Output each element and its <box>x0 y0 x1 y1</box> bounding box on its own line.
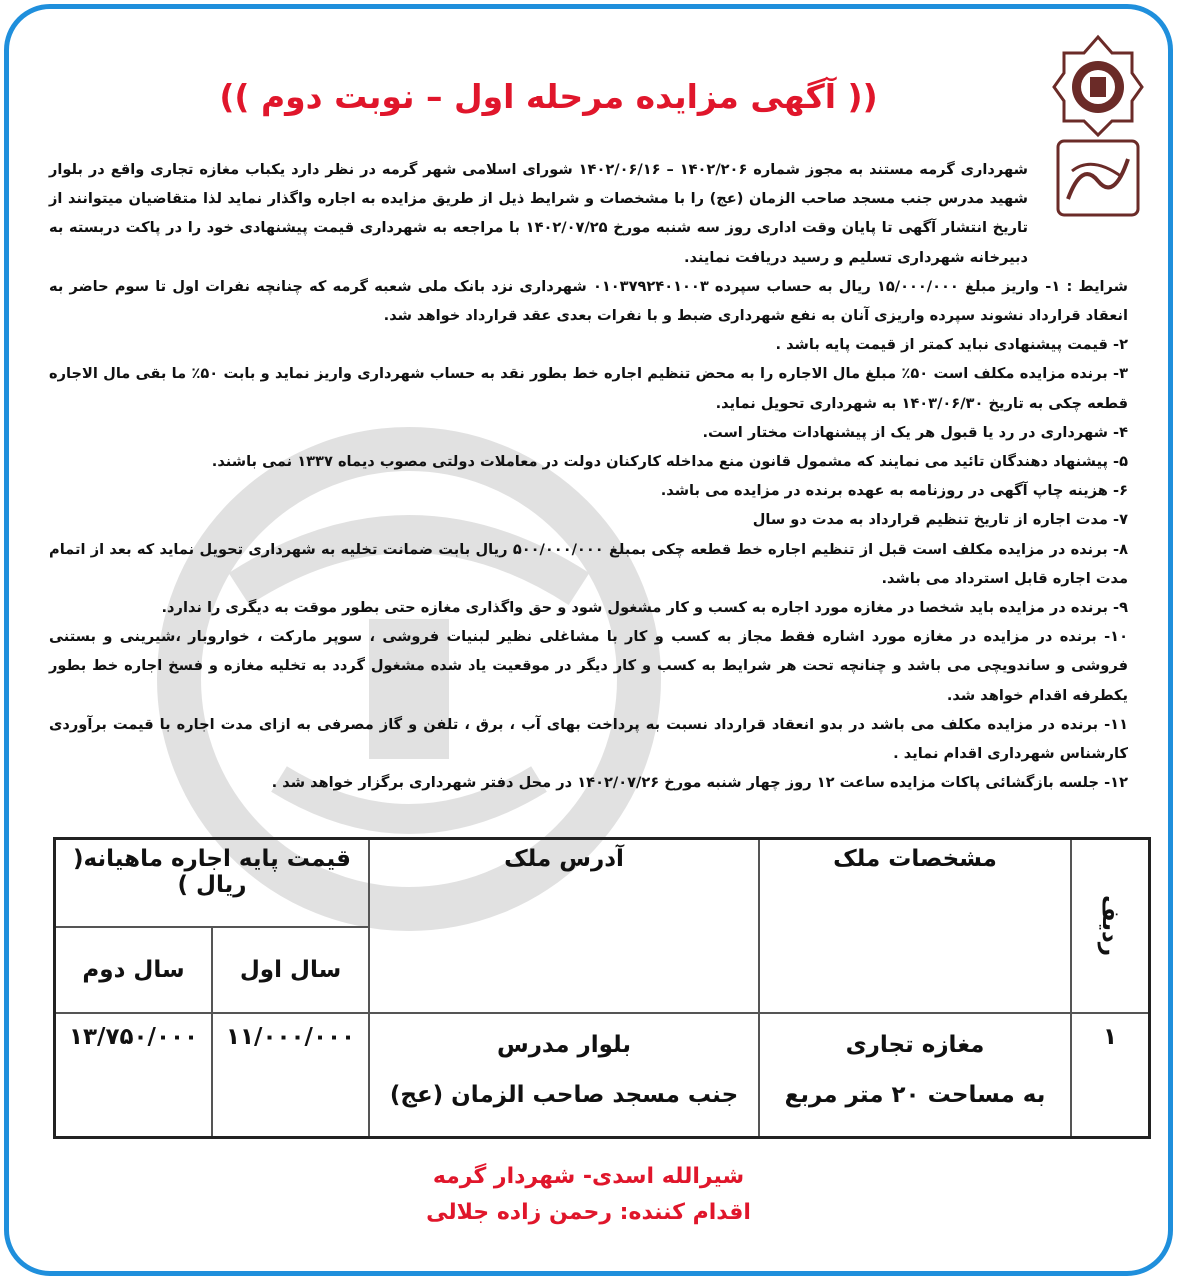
header-row-number: ردیف <box>1071 839 1150 1014</box>
notice-body <box>49 155 1128 797</box>
header-year2: سال دوم <box>55 927 213 1013</box>
condition-5: ۵- پیشنهاد دهندگان تائید می نمایند که مشمول قانون منع مداخله کارکنان دولت در معاملات دولتی مصوب دیماه ۱۳۳۷ نمی باشند. <box>211 453 1128 471</box>
row-spec <box>759 1013 1071 1138</box>
row-year2: ۱۳/۷۵۰/۰۰۰ <box>55 1013 213 1138</box>
header-price: قیمت پایه اجاره ماهیانه( ریال ) <box>55 839 370 928</box>
condition-2: ۲- قیمت پیشنهادی نباید کمتر از قیمت پایه باشد . <box>775 336 1128 354</box>
condition-1: شرایط : ۱- واریز مبلغ ۱۵/۰۰۰/۰۰۰ ریال به حساب سپرده ۰۱۰۳۷۹۲۴۰۱۰۰۳ شهرداری نزد بانک ملی شعبه گرمه که چنانچه نفرات اول تا سوم حاضر به انعقاد قرارداد نشوند سپرده واریزی آنان به نفع شهرداری ضبط و با نفرات بعدی عقد قرارداد خواهد شد. <box>49 277 1128 325</box>
row-spec-line2: به مساحت ۲۰ متر مربع <box>784 1082 1046 1108</box>
signature-agent: اقدام کننده: رحمن زاده جلالی <box>426 1200 751 1225</box>
condition-3: ۳- برنده مزایده مکلف است ۵۰٪ مبلغ مال الاجاره را به محض تنظیم اجاره خط بطور نقد به حساب شهرداری واریز نماید و بابت ۵۰٪ ما بقی مال الاجاره قطعه چکی به تاریخ ۱۴۰۳/۰۶/۳۰ به شهرداری تحویل نماید. <box>49 365 1128 412</box>
condition-10: ۱۰- برنده در مزایده در مغازه مورد اشاره فقط مجاز به کسب و کار با مشاغلی نظیر لبنیات فروشی ، سوپر مارکت ، خواروبار ،شیرینی و بستنی فروشی و ساندویچی می باشد و چنانچه تحت هر شرایط به کسب و کار دیگر در موقعیت یاد شده مشغول گردد به تخلیه مغازه و فسخ اجاره خط بطور یکطرفه اقدام خواهد شد. <box>49 628 1128 704</box>
condition-7: ۷- مدت اجاره از تاریخ تنظیم قرارداد به مدت دو سال <box>752 511 1128 529</box>
row-number: ۱ <box>1071 1013 1150 1138</box>
row-year1: ۱۱/۰۰۰/۰۰۰ <box>212 1013 369 1138</box>
header-address: آدرس ملک <box>369 839 759 1014</box>
intro-paragraph: شهرداری گرمه مستند به مجوز شماره ۱۴۰۲/۲۰۶ – ۱۴۰۲/۰۶/۱۶ شورای اسلامی شهر گرمه در نظر دارد یکباب مغازه تجاری واقع در بلوار شهید مدرس جنب مسجد صاحب الزمان (عج) را با مشخصات و شرایط ذیل از طریق مزایده به اجاره واگذار نماید لذا متقاضیان میتوانند از تاریخ انتشار آگهی تا پایان وقت اداری روز سه شنبه مورخ ۱۴۰۲/۰۷/۲۵ با مراجعه به شهرداری قیمت پیشنهادی خود را در پاکت دربسته به دبیرخانه شهرداری تسلیم و رسید دریافت نمایند. <box>49 161 1028 266</box>
condition-9: ۹- برنده در مزایده باید شخصا در مغازه مورد اجاره به کسب و کار مشغول شود و حق واگذاری مغازه حتی بطور موقت به دیگری را ندارد. <box>161 599 1128 617</box>
row-address <box>369 1013 759 1138</box>
notice-frame <box>4 4 1173 1276</box>
row-address-line2: جنب مسجد صاحب الزمان (عج) <box>389 1082 739 1108</box>
table-header-row <box>55 839 1150 928</box>
signature-mayor: شیرالله اسدی- شهردار گرمه <box>432 1164 745 1189</box>
condition-4: ۴- شهرداری در رد یا قبول هر یک از پیشنهادات مختار است. <box>702 423 1128 441</box>
condition-8: ۸- برنده در مزایده مکلف است قبل از تنظیم اجاره خط قطعه چکی بمبلغ ۵۰۰/۰۰۰/۰۰۰ ریال بابت ضمانت تخلیه به شهرداری تحویل نماید که بعد از اتمام مدت اجاره قابل استرداد می باشد. <box>49 540 1128 587</box>
header-year1: سال اول <box>212 927 369 1013</box>
condition-12: ۱۲- جلسه بازگشائی پاکات مزایده ساعت ۱۲ روز چهار شنبه مورخ ۱۴۰۲/۰۷/۲۶ در محل دفتر شهرداری برگزار خواهد شد . <box>271 774 1128 792</box>
page-title: (( آگهی مزایده مرحله اول – نوبت دوم )) <box>219 77 878 116</box>
property-table <box>53 837 1151 1139</box>
condition-6: ۶- هزینه چاپ آگهی در روزنامه به عهده برنده در مزایده می باشد. <box>660 482 1128 500</box>
row-address-line1: بلوار مدرس <box>496 1032 632 1058</box>
row-spec-line1: مغازه تجاری <box>845 1032 985 1058</box>
signature-block <box>9 1159 1168 1231</box>
condition-11: ۱۱- برنده در مزایده مکلف می باشد در بدو انعقاد قرارداد نسبت به پرداخت بهای آب ، برق ، تلفن و گاز مصرفی به ازای مدت اجاره با قیمت برآوردی کارشناس شهرداری اقدام نماید . <box>49 715 1128 763</box>
header-spec: مشخصات ملک <box>759 839 1071 1014</box>
table-row <box>55 1013 1150 1138</box>
